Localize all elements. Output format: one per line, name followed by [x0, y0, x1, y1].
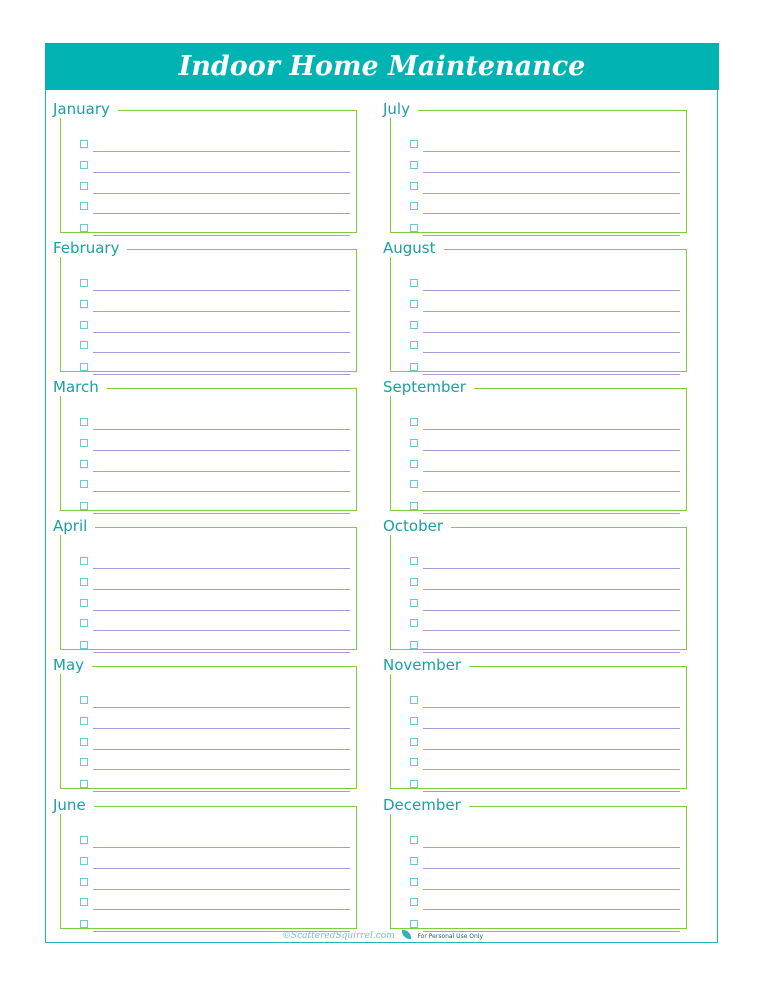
- task-checkbox[interactable]: [80, 641, 88, 649]
- task-checkbox[interactable]: [80, 480, 88, 488]
- month-label: May: [53, 656, 92, 674]
- task-write-line[interactable]: [423, 429, 680, 430]
- task-checkbox[interactable]: [410, 224, 418, 232]
- task-write-line[interactable]: [93, 311, 350, 312]
- task-write-line[interactable]: [423, 568, 680, 569]
- task-write-line[interactable]: [93, 707, 350, 708]
- task-row: [410, 854, 680, 870]
- task-write-line[interactable]: [423, 352, 680, 353]
- task-write-line[interactable]: [93, 847, 350, 848]
- squirrel-logo-icon: [402, 930, 411, 939]
- month-section-december: [383, 796, 689, 930]
- task-write-line[interactable]: [423, 909, 680, 910]
- task-write-line[interactable]: [93, 332, 350, 333]
- task-row: [80, 477, 350, 493]
- task-checkbox[interactable]: [410, 836, 418, 844]
- task-checkbox[interactable]: [410, 480, 418, 488]
- task-row: [410, 457, 680, 473]
- month-label: March: [53, 378, 107, 396]
- task-write-line[interactable]: [423, 450, 680, 451]
- month-section-september: [383, 378, 689, 512]
- task-write-line[interactable]: [423, 589, 680, 590]
- task-row: [410, 596, 680, 612]
- task-checkbox[interactable]: [410, 321, 418, 329]
- task-row: [80, 735, 350, 751]
- task-row: [410, 575, 680, 591]
- task-row: [410, 875, 680, 891]
- task-checkbox[interactable]: [410, 758, 418, 766]
- task-row: [410, 777, 680, 793]
- task-row: [80, 436, 350, 452]
- task-checkbox[interactable]: [80, 599, 88, 607]
- task-row: [410, 179, 680, 195]
- task-write-line[interactable]: [423, 311, 680, 312]
- task-row: [80, 554, 350, 570]
- copyright-text: ©ScatteredSquirrel.com: [281, 931, 395, 941]
- task-write-line[interactable]: [93, 909, 350, 910]
- footer: [0, 930, 765, 941]
- task-row: [410, 833, 680, 849]
- month-section-august: [383, 239, 689, 373]
- task-write-line[interactable]: [423, 513, 680, 514]
- task-write-line[interactable]: [93, 374, 350, 375]
- task-row: [80, 221, 350, 237]
- task-checkbox[interactable]: [410, 182, 418, 190]
- task-checkbox[interactable]: [80, 557, 88, 565]
- task-row: [80, 895, 350, 911]
- task-row: [80, 833, 350, 849]
- month-label: February: [53, 239, 127, 257]
- task-checkbox[interactable]: [80, 758, 88, 766]
- task-checkbox[interactable]: [410, 898, 418, 906]
- task-checkbox[interactable]: [80, 460, 88, 468]
- task-write-line[interactable]: [93, 610, 350, 611]
- month-section-may: [53, 656, 359, 790]
- month-label: June: [53, 796, 94, 814]
- task-write-line[interactable]: [423, 707, 680, 708]
- task-row: [80, 755, 350, 771]
- task-checkbox[interactable]: [80, 224, 88, 232]
- task-row: [410, 499, 680, 515]
- task-write-line[interactable]: [93, 172, 350, 173]
- task-checkbox[interactable]: [80, 578, 88, 586]
- task-row: [80, 179, 350, 195]
- task-checkbox[interactable]: [410, 878, 418, 886]
- task-row: [410, 221, 680, 237]
- task-write-line[interactable]: [423, 213, 680, 214]
- month-section-january: [53, 100, 359, 234]
- task-row: [80, 158, 350, 174]
- task-write-line[interactable]: [423, 847, 680, 848]
- task-row: [80, 457, 350, 473]
- task-row: [80, 199, 350, 215]
- task-write-line[interactable]: [93, 589, 350, 590]
- month-section-june: [53, 796, 359, 930]
- month-label: October: [383, 517, 451, 535]
- task-checkbox[interactable]: [410, 920, 418, 928]
- month-section-november: [383, 656, 689, 790]
- task-checkbox[interactable]: [410, 140, 418, 148]
- task-checkbox[interactable]: [80, 619, 88, 627]
- task-row: [80, 875, 350, 891]
- task-checkbox[interactable]: [410, 641, 418, 649]
- task-checkbox[interactable]: [80, 920, 88, 928]
- task-row: [410, 436, 680, 452]
- task-write-line[interactable]: [423, 610, 680, 611]
- task-write-line[interactable]: [93, 429, 350, 430]
- task-write-line[interactable]: [93, 728, 350, 729]
- task-row: [410, 276, 680, 292]
- task-row: [80, 596, 350, 612]
- task-write-line[interactable]: [93, 213, 350, 214]
- month-section-march: [53, 378, 359, 512]
- task-write-line[interactable]: [93, 235, 350, 236]
- month-section-october: [383, 517, 689, 651]
- task-row: [80, 499, 350, 515]
- task-row: [410, 137, 680, 153]
- task-checkbox[interactable]: [80, 202, 88, 210]
- task-checkbox[interactable]: [80, 502, 88, 510]
- task-checkbox[interactable]: [80, 857, 88, 865]
- task-checkbox[interactable]: [80, 321, 88, 329]
- task-checkbox[interactable]: [410, 780, 418, 788]
- month-label: January: [53, 100, 118, 118]
- task-row: [410, 360, 680, 376]
- month-label: November: [383, 656, 469, 674]
- task-checkbox[interactable]: [80, 182, 88, 190]
- task-checkbox[interactable]: [80, 418, 88, 426]
- task-checkbox[interactable]: [410, 717, 418, 725]
- task-write-line[interactable]: [423, 290, 680, 291]
- task-write-line[interactable]: [423, 630, 680, 631]
- task-checkbox[interactable]: [410, 161, 418, 169]
- task-write-line[interactable]: [93, 769, 350, 770]
- task-checkbox[interactable]: [410, 857, 418, 865]
- task-row: [80, 638, 350, 654]
- task-checkbox[interactable]: [80, 738, 88, 746]
- task-checkbox[interactable]: [80, 161, 88, 169]
- task-checkbox[interactable]: [80, 836, 88, 844]
- task-write-line[interactable]: [423, 332, 680, 333]
- task-row: [410, 895, 680, 911]
- task-checkbox[interactable]: [410, 341, 418, 349]
- task-write-line[interactable]: [93, 290, 350, 291]
- month-label: September: [383, 378, 474, 396]
- task-row: [410, 714, 680, 730]
- task-checkbox[interactable]: [410, 300, 418, 308]
- task-row: [410, 158, 680, 174]
- task-checkbox[interactable]: [410, 279, 418, 287]
- task-write-line[interactable]: [93, 630, 350, 631]
- task-write-line[interactable]: [93, 491, 350, 492]
- task-write-line[interactable]: [423, 471, 680, 472]
- task-row: [410, 199, 680, 215]
- task-checkbox[interactable]: [80, 878, 88, 886]
- month-label: December: [383, 796, 469, 814]
- task-row: [410, 477, 680, 493]
- task-write-line[interactable]: [93, 513, 350, 514]
- month-label: April: [53, 517, 95, 535]
- task-checkbox[interactable]: [410, 460, 418, 468]
- task-checkbox[interactable]: [410, 738, 418, 746]
- task-checkbox[interactable]: [410, 696, 418, 704]
- task-row: [80, 297, 350, 313]
- task-row: [410, 616, 680, 632]
- task-row: [80, 693, 350, 709]
- task-row: [410, 338, 680, 354]
- task-write-line[interactable]: [93, 471, 350, 472]
- task-row: [80, 318, 350, 334]
- task-write-line[interactable]: [423, 374, 680, 375]
- task-checkbox[interactable]: [80, 439, 88, 447]
- task-checkbox[interactable]: [80, 140, 88, 148]
- task-row: [410, 554, 680, 570]
- task-write-line[interactable]: [423, 791, 680, 792]
- task-checkbox[interactable]: [410, 599, 418, 607]
- month-section-july: [383, 100, 689, 234]
- task-write-line[interactable]: [423, 151, 680, 152]
- task-row: [80, 360, 350, 376]
- task-write-line[interactable]: [423, 235, 680, 236]
- task-write-line[interactable]: [423, 172, 680, 173]
- task-checkbox[interactable]: [80, 363, 88, 371]
- task-row: [80, 854, 350, 870]
- task-row: [410, 297, 680, 313]
- task-row: [80, 575, 350, 591]
- task-checkbox[interactable]: [410, 202, 418, 210]
- task-row: [410, 415, 680, 431]
- task-write-line[interactable]: [93, 791, 350, 792]
- task-checkbox[interactable]: [410, 619, 418, 627]
- task-write-line[interactable]: [423, 769, 680, 770]
- task-row: [410, 638, 680, 654]
- task-write-line[interactable]: [93, 868, 350, 869]
- task-row: [80, 415, 350, 431]
- task-checkbox[interactable]: [410, 557, 418, 565]
- task-checkbox[interactable]: [80, 341, 88, 349]
- task-checkbox[interactable]: [80, 696, 88, 704]
- task-checkbox[interactable]: [410, 502, 418, 510]
- task-write-line[interactable]: [93, 652, 350, 653]
- personal-use-note: For Personal Use Only: [417, 933, 484, 940]
- task-write-line[interactable]: [93, 568, 350, 569]
- task-write-line[interactable]: [93, 352, 350, 353]
- task-row: [410, 735, 680, 751]
- task-row: [410, 693, 680, 709]
- page-title: Indoor Home Maintenance: [45, 43, 719, 90]
- task-write-line[interactable]: [423, 728, 680, 729]
- task-row: [80, 338, 350, 354]
- task-checkbox[interactable]: [410, 578, 418, 586]
- month-section-february: [53, 239, 359, 373]
- task-checkbox[interactable]: [410, 363, 418, 371]
- task-write-line[interactable]: [423, 889, 680, 890]
- task-row: [80, 777, 350, 793]
- task-write-line[interactable]: [423, 491, 680, 492]
- task-write-line[interactable]: [93, 193, 350, 194]
- task-checkbox[interactable]: [80, 717, 88, 725]
- task-write-line[interactable]: [93, 151, 350, 152]
- month-section-april: [53, 517, 359, 651]
- task-row: [80, 137, 350, 153]
- task-write-line[interactable]: [423, 868, 680, 869]
- task-checkbox[interactable]: [80, 780, 88, 788]
- task-row: [80, 714, 350, 730]
- task-checkbox[interactable]: [410, 439, 418, 447]
- task-row: [80, 616, 350, 632]
- task-write-line[interactable]: [423, 652, 680, 653]
- task-write-line[interactable]: [423, 193, 680, 194]
- task-write-line[interactable]: [93, 889, 350, 890]
- task-row: [410, 318, 680, 334]
- task-row: [410, 755, 680, 771]
- task-checkbox[interactable]: [80, 898, 88, 906]
- task-checkbox[interactable]: [410, 418, 418, 426]
- month-label: July: [383, 100, 418, 118]
- task-write-line[interactable]: [423, 749, 680, 750]
- task-checkbox[interactable]: [80, 279, 88, 287]
- task-row: [80, 276, 350, 292]
- task-write-line[interactable]: [93, 450, 350, 451]
- task-checkbox[interactable]: [80, 300, 88, 308]
- task-write-line[interactable]: [93, 749, 350, 750]
- month-label: August: [383, 239, 444, 257]
